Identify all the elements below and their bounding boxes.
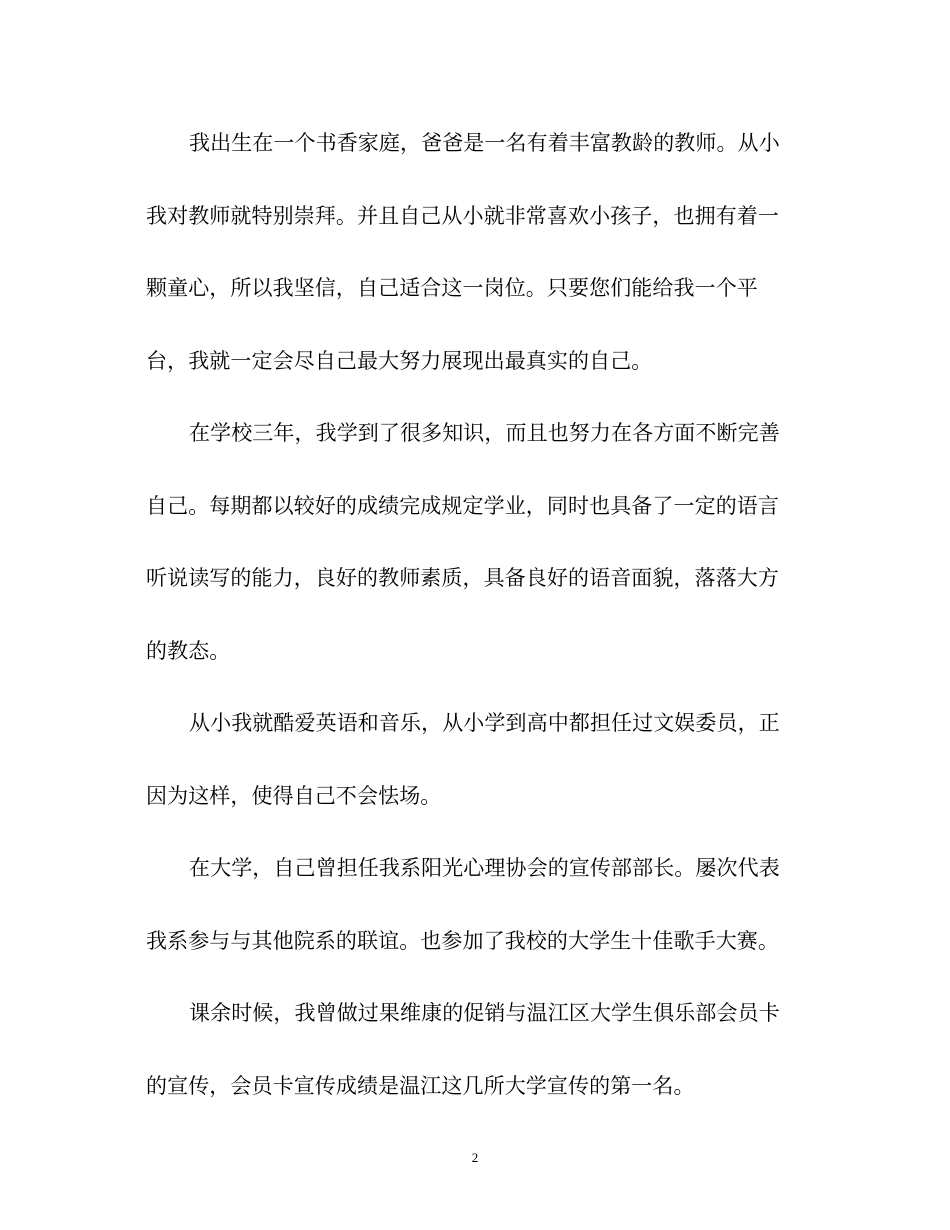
document-body [146,120,800,1135]
text-line: 听说读写的能力，良好的教师素质，具备良好的语音面貌，落落大方 [146,566,779,590]
text-line: 因为这样，使得自己不会怯场。 [146,783,442,808]
text-line: 在大学，自己曾担任我系阳光心理协会的宣传部部长。屡次代表 [189,856,780,880]
text-line: 台，我就一定会尽自己最大努力展现出最真实的自己。 [146,348,653,373]
text-line: 的宣传，会员卡宣传成绩是温江这几所大学宣传的第一名。 [146,1073,695,1098]
paragraph [146,845,800,990]
text-line: 的教态。 [146,638,231,663]
paragraph [146,990,800,1135]
paragraph [146,120,800,410]
text-line: 从小我就酷爱英语和音乐，从小学到高中都担任过文娱委员，正 [189,711,780,735]
page-number: 2 [471,1150,479,1165]
text-line: 颗童心，所以我坚信，自己适合这一岗位。只要您们能给我一个平 [146,276,758,300]
text-line: 自己。每期都以较好的成绩完成规定学业，同时也具备了一定的语言 [146,493,779,518]
text-line: 在学校三年，我学到了很多知识，而且也努力在各方面不断完善 [189,421,780,445]
text-line: 我系参与与其他院系的联谊。也参加了我校的大学生十佳歌手大赛。 [146,928,779,953]
text-line: 我对教师就特别崇拜。并且自己从小就非常喜欢小孩子，也拥有着一 [146,203,779,228]
paragraph [146,410,800,700]
paragraph [146,700,800,845]
text-line: 我出生在一个书香家庭，爸爸是一名有着丰富教龄的教师。从小 [189,131,780,155]
text-line: 课余时候，我曾做过果维康的促销与温江区大学生俱乐部会员卡 [189,1001,780,1025]
